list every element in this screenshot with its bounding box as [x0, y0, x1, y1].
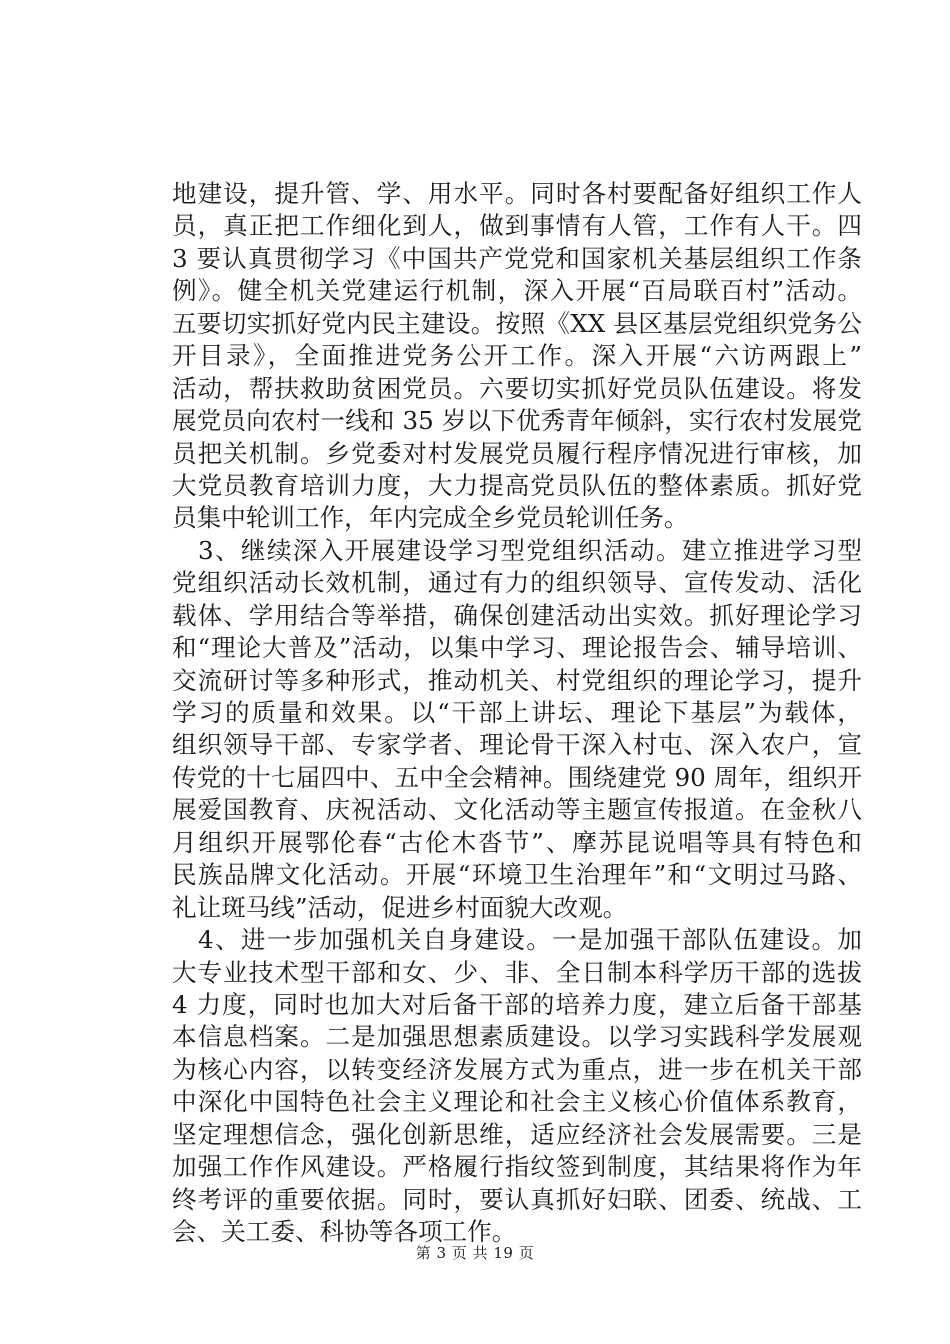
- text-line: 终考评的重要依据。同时，要认真抓好妇联、团委、统战、工: [172, 1184, 862, 1214]
- text-line: 坚定理想信念，强化创新思维，适应经济社会发展需要。三是: [172, 1119, 862, 1149]
- text-line: 展党员向农村一线和 35 岁以下优秀青年倾斜，实行农村发展党: [172, 406, 862, 436]
- text-line: 员把关机制。乡党委对村发展党员履行程序情况进行审核，加: [172, 438, 862, 468]
- text-line: 中深化中国特色社会主义理论和社会主义核心价值体系教育，: [172, 1087, 862, 1117]
- text-line: 地建设，提升管、学、用水平。同时各村要配备好组织工作人: [172, 179, 862, 208]
- text-line: 3 要认真贯彻学习《中国共产党党和国家机关基层组织工作条: [172, 243, 862, 273]
- section-heading-line: 3、继续深入开展建设学习型党组织活动。建立推进学习型: [198, 535, 862, 565]
- text-line: 大专业技术型干部和女、少、非、全日制本科学历干部的选拔: [172, 957, 862, 987]
- text-line: 为核心内容，以转变经济发展方式为重点，进一步在机关干部: [172, 1054, 862, 1084]
- text-line: 本信息档案。二是加强思想素质建设。以学习实践科学发展观: [172, 1022, 862, 1052]
- text-line: 开目录》，全面推进党务公开工作。深入开展“六访两跟上”: [172, 341, 862, 371]
- document-body: [172, 178, 862, 1248]
- page-number-footer: 第 3 页 共 19 页: [415, 1244, 535, 1262]
- text-line: 礼让斑马线”活动，促进乡村面貌大改观。: [172, 892, 628, 922]
- text-line: 学习的质量和效果。以“干部上讲坛、理论下基层”为载体，: [172, 698, 862, 727]
- text-line: 民族品牌文化活动。开展“环境卫生治理年”和“文明过马路、: [172, 860, 862, 890]
- text-line: 加强工作作风建设。严格履行指纹签到制度，其结果将作为年: [172, 1152, 862, 1182]
- text-line: 4 力度，同时也加大对后备干部的培养力度，建立后备干部基: [172, 989, 862, 1019]
- text-line: 载体、学用结合等举措，确保创建活动出实效。抓好理论学习: [172, 600, 862, 630]
- text-line: 月组织开展鄂伦春“古伦木沓节”、摩苏昆说唱等具有特色和: [172, 827, 862, 857]
- text-line: 传党的十七届四中、五中全会精神。围绕建党 90 周年，组织开: [172, 762, 862, 792]
- section-heading-line: 4、进一步加强机关自身建设。一是加强干部队伍建设。加: [198, 925, 862, 955]
- text-line: 例》。健全机关党建运行机制，深入开展“百局联百村”活动。: [172, 276, 862, 306]
- text-line: 员集中轮训工作，年内完成全乡党员轮训任务。: [172, 503, 689, 533]
- text-line: 大党员教育培训力度，大力提高党员队伍的整体素质。抓好党: [172, 470, 862, 500]
- text-line: 活动，帮扶救助贫困党员。六要切实抓好党员队伍建设。将发: [172, 373, 862, 403]
- text-line: 展爱国教育、庆祝活动、文化活动等主题宣传报道。在金秋八: [172, 795, 862, 825]
- text-line: 党组织活动长效机制，通过有力的组织领导、宣传发动、活化: [172, 568, 862, 598]
- text-line: 组织领导干部、专家学者、理论骨干深入村屯、深入农户，宣: [172, 730, 862, 760]
- text-line: 五要切实抓好党内民主建设。按照《XX 县区基层党组织党务公: [172, 308, 862, 338]
- text-line: 交流研讨等多种形式，推动机关、村党组织的理论学习，提升: [172, 665, 862, 695]
- text-line: 会、关工委、科协等各项工作。: [172, 1217, 517, 1246]
- text-line: 员，真正把工作细化到人，做到事情有人管，工作有人干。四: [172, 211, 862, 241]
- text-line: 和“理论大普及”活动，以集中学习、理论报告会、辅导培训、: [172, 633, 862, 663]
